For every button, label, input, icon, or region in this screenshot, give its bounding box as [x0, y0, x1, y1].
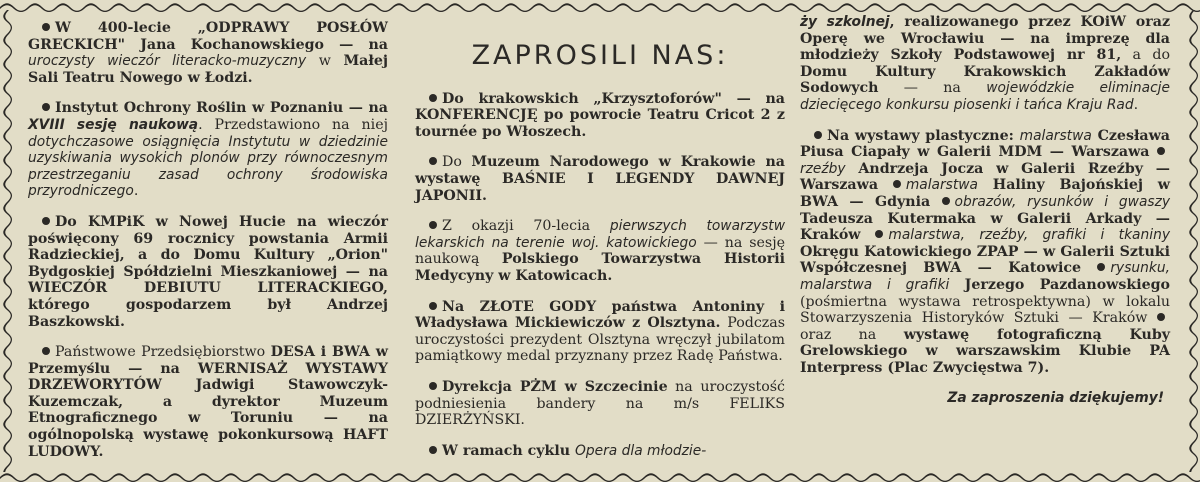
- bullet-icon: [429, 157, 437, 165]
- bullet-icon: [429, 302, 437, 310]
- item-opera-continued: ży szkolnej, realizowanego przez KOiW oraz Operę we Wrocławiu — na imprezę dla młodzieży Szkoły Podstawowej nr 81, a do Domu Kultury Krakowskich Zakładów Sodowych — na wojewódzkie eliminacje dziecięcego konkursu piosenki i tańca Kraju Rad.: [800, 14, 1170, 113]
- wavy-border-top: [0, 2, 1200, 12]
- column-1: [28, 20, 388, 474]
- wavy-border-left: [2, 10, 12, 472]
- item-zlote-gody: Na ZŁOTE GODY państwa Antoniny i Władysława Mickiewiczów z Olsztyna. Podczas uroczystości prezydent Olsztyna wręczył jubilatom pamiątkowy medal przyznany przez Radę Państwa.: [415, 298, 785, 365]
- item-kmpik: Do KMPiK w Nowej Hucie na wieczór poświęcony 69 rocznicy powstania Armii Radzieckiej, a do Domu Kultury „Orion" Bydgoskiej Spółdzielni Mieszkaniowej — na WIECZÓR DEBIUTU LITERACKIEGO, którego gospodarzem był Andrzej Baszkowski.: [28, 213, 388, 330]
- item-krzysztofory: Do krakowskich „Krzysztoforów" — na KONFERENCJĘ po powrocie Teatru Cricot 2 z tournée po Włoszech.: [415, 90, 785, 140]
- column-2: [415, 16, 785, 473]
- item-instytut: Instytut Ochrony Roślin w Poznaniu — na XVIII sesję naukową. Przedstawiono na niej dotychczasowe osiągnięcia Instytutu w dziedzinie uzyskiwania wysokich plonów przy równoczesnym przestrzeganiu zasad ochrony środowiska przyrodniczego.: [28, 100, 388, 200]
- bullet-icon: [1097, 263, 1105, 271]
- column-3: [800, 14, 1170, 421]
- item-odprawa: W 400-lecie „ODPRAWY POSŁÓW GRECKICH" Jana Kochanowskiego — na uroczysty wieczór literacko-muzyczny w Małej Sali Teatru Nowego w Łodzi.: [28, 20, 388, 86]
- item-towarzystwa-lekarskie: Z okazji 70-lecia pierwszych towarzystw lekarskich na terenie woj. katowickiego — na sesję naukową Polskiego Towarzystwa Historii Medycyny w Katowicach.: [415, 218, 785, 284]
- item-muzeum-narodowe: Do Muzeum Narodowego w Krakowie na wystawę BAŚNIE I LEGENDY DAWNEJ JAPONII.: [415, 154, 785, 204]
- bullet-icon: [1157, 313, 1165, 321]
- bullet-icon: [875, 230, 883, 238]
- bullet-icon: [42, 23, 50, 31]
- bullet-icon: [942, 197, 950, 205]
- wavy-border-right: [1188, 10, 1198, 472]
- item-wystawy-plastyczne: Na wystawy plastyczne: malarstwa Czesława Piusa Ciapały w Galerii MDM — Warszawa rzeźby Andrzeja Jocza w Galerii Rzeźby — Warszawa malarstwa Haliny Bajońskiej w BWA — Gdynia obrazów, rysunków i gwaszy Tadeusza Kutermaka w Galerii Arkady — Kraków malarstwa, rzeźby, grafiki i tkaniny Okręgu Katowickiego ZPAP — w Galerii Sztuki Współczesnej BWA — Katowice rysunku, malarstwa i grafiki Jerzego Pazdanowskiego (pośmiertna wystawa retrospektywna) w lokalu Stowarzyszenia Historyków Sztuki — Kraków oraz na wystawę fotograficzną Kuby Grelowskiego w warszawskim Klubie PA Interpress (Plac Zwycięstwa 7).: [800, 127, 1171, 376]
- bullet-icon: [1157, 147, 1165, 155]
- bullet-icon: [42, 103, 50, 111]
- closing-thanks: Za zaproszenia dziękujemy!: [947, 390, 1164, 407]
- page-title: ZAPROSILI NAS:: [471, 40, 729, 71]
- bullet-icon: [429, 446, 437, 454]
- bullet-icon: [429, 221, 437, 229]
- item-desa: Państwowe Przedsiębiorstwo DESA i BWA w Przemyślu — na WERNISAŻ WYSTAWY DRZEWORYTÓW Jadwigi Stawowczyk-Kuzemczak, a dyrektor Muzeum Etnograficznego w Toruniu — na ogólnopolską wystawę pokonkursową HAFT LUDOWY.: [28, 344, 388, 460]
- bullet-icon: [814, 131, 822, 139]
- bullet-icon: [429, 94, 437, 102]
- bullet-icon: [429, 382, 437, 390]
- bullet-icon: [42, 217, 50, 225]
- item-pzm: Dyrekcja PŻM w Szczecinie na uroczystość podniesienia bandery na m/s FELIKS DZIERŻYŃSKI.: [415, 378, 785, 429]
- item-opera-start: W ramach cyklu Opera dla młodzie-: [415, 443, 785, 460]
- bullet-icon: [893, 180, 901, 188]
- bullet-icon: [42, 347, 50, 355]
